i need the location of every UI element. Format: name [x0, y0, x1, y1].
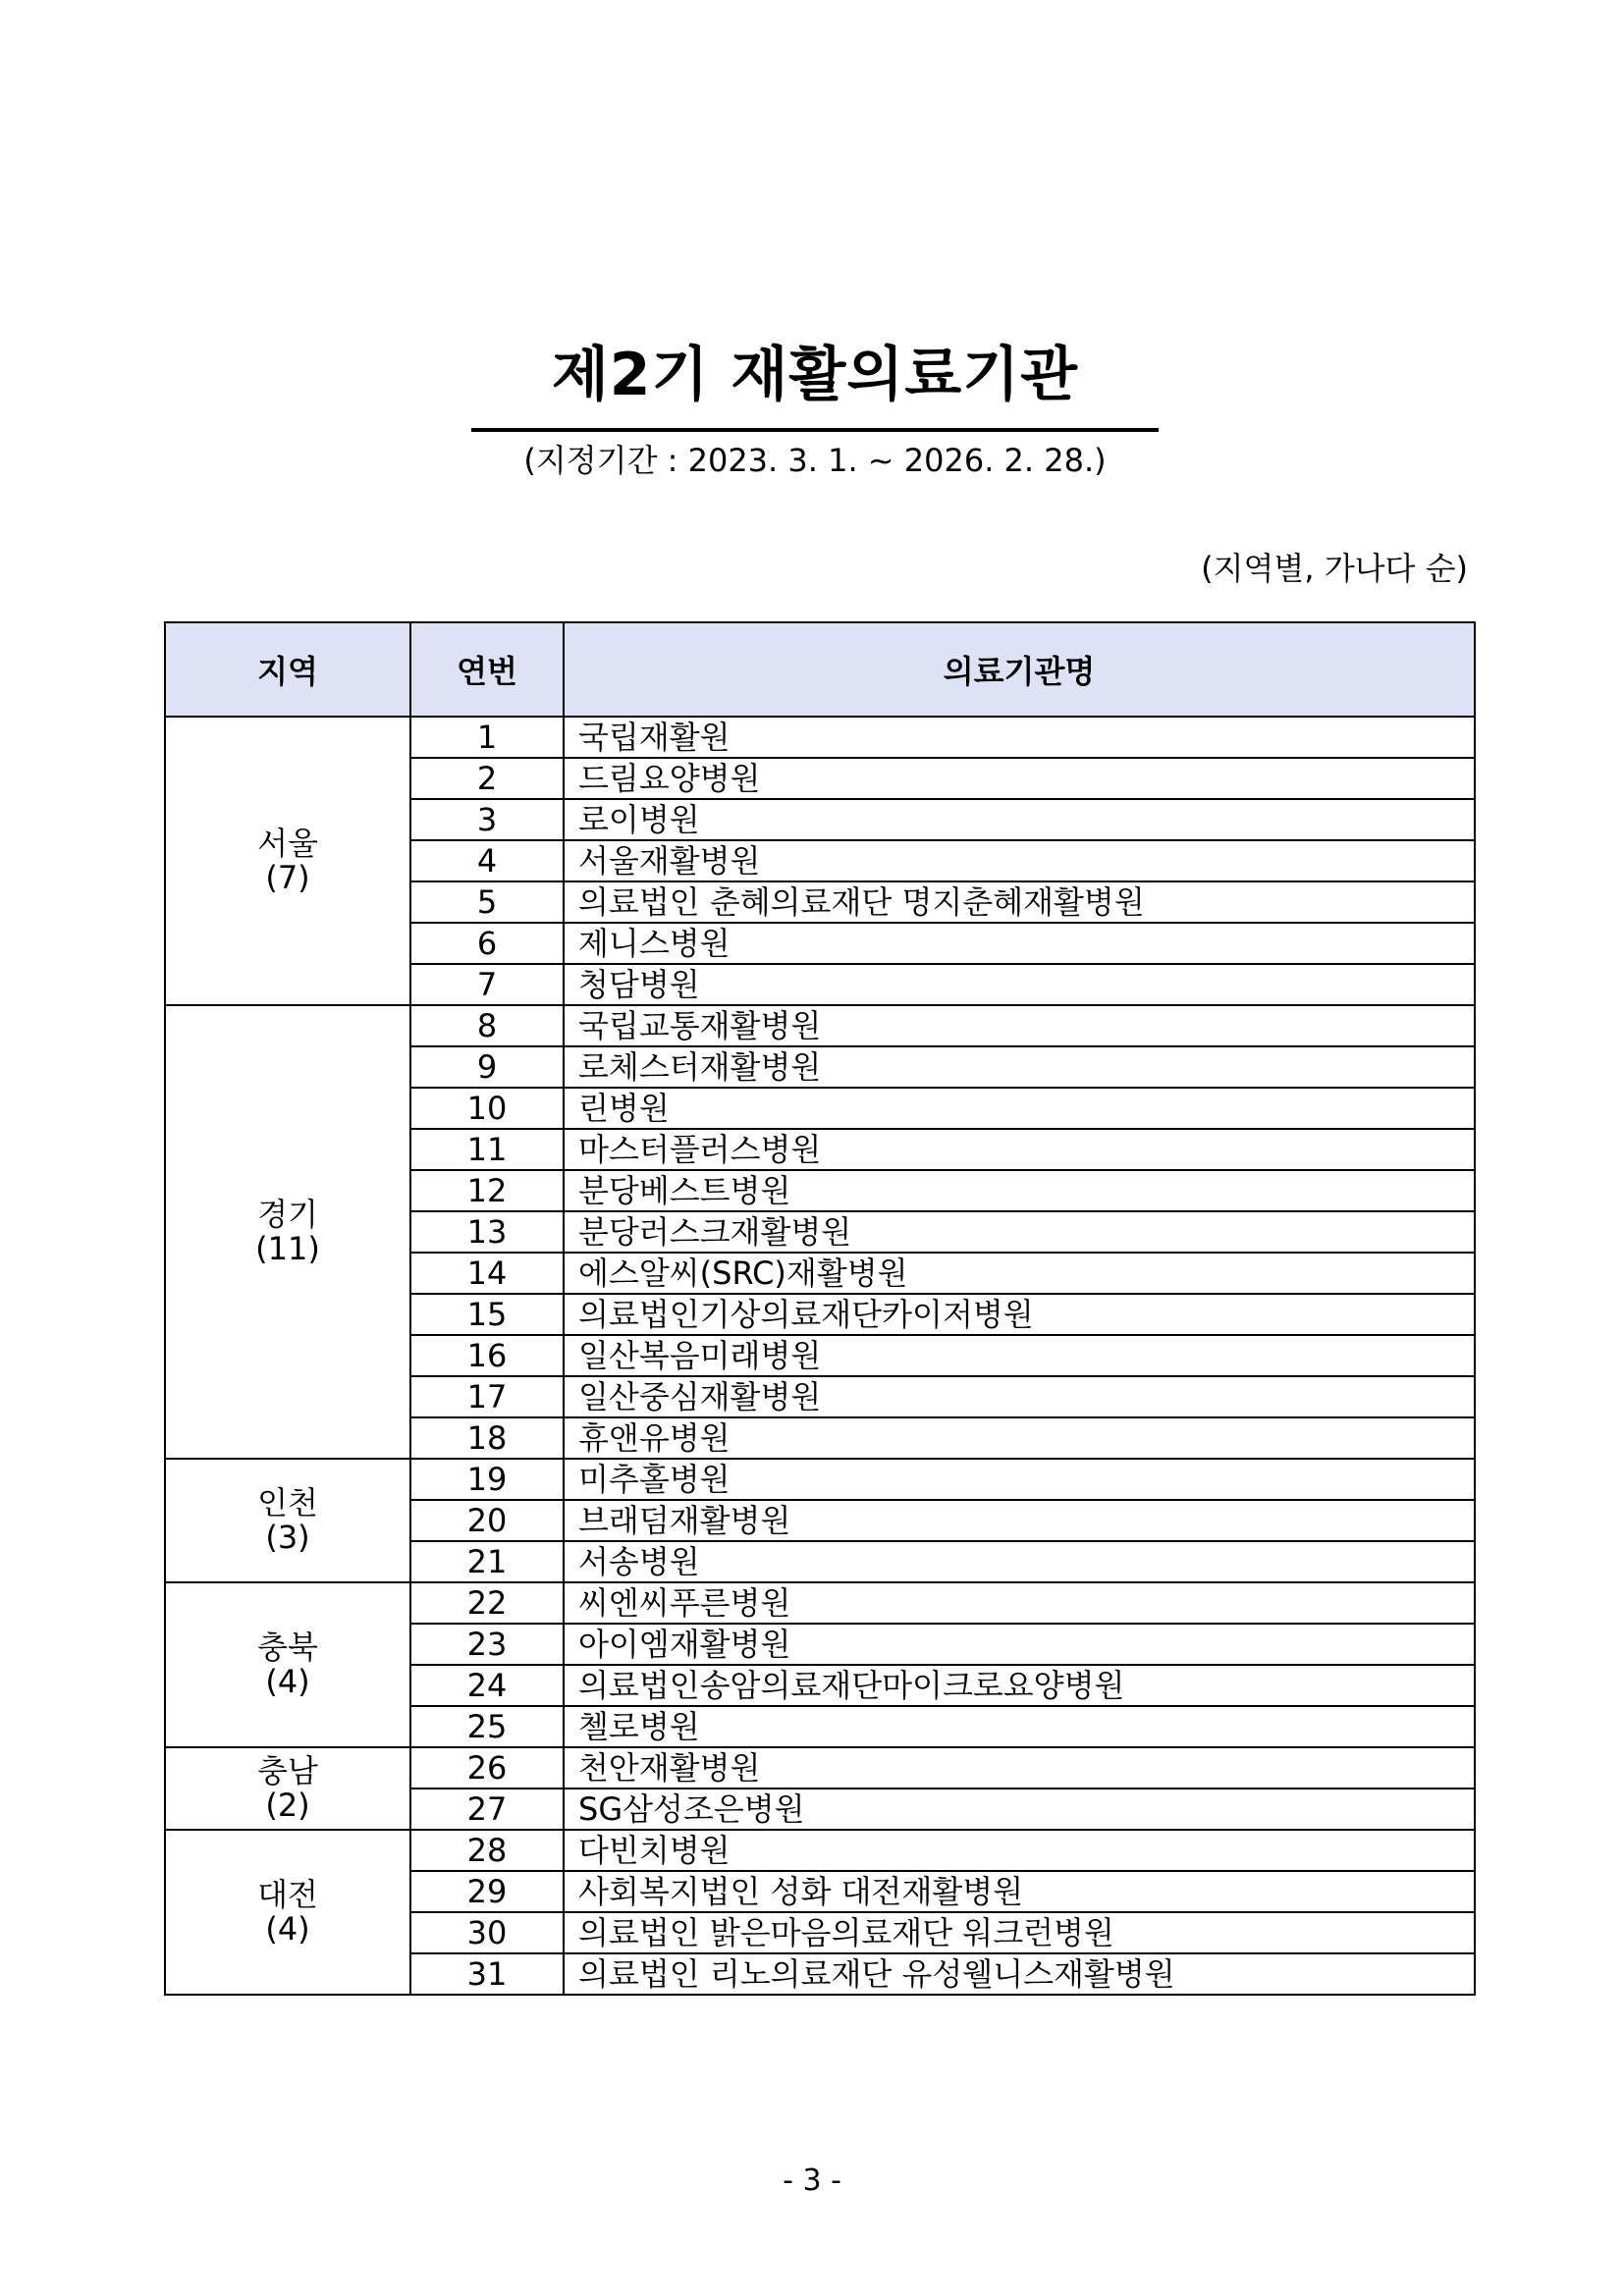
institution-name: 사회복지법인 성화 대전재활병원 — [564, 1871, 1475, 1912]
institution-name: 에스알씨(SRC)재활병원 — [564, 1253, 1475, 1294]
institution-name: 첼로병원 — [564, 1706, 1475, 1747]
hospital-table — [164, 621, 1476, 1996]
row-number: 26 — [410, 1747, 564, 1789]
row-number: 14 — [410, 1253, 564, 1294]
page-title: 제2기 재활의료기관 — [551, 341, 1079, 409]
institution-name: 미추홀병원 — [564, 1459, 1475, 1500]
row-number: 24 — [410, 1665, 564, 1706]
institution-name: 씨엔씨푸른병원 — [564, 1582, 1475, 1624]
region-count: (4) — [265, 1663, 310, 1700]
region-cell — [165, 1582, 410, 1747]
institution-name: 일산중심재활병원 — [564, 1376, 1475, 1417]
region-name: 충남 — [257, 1751, 318, 1789]
region-name: 충북 — [257, 1628, 318, 1666]
region-count: (3) — [265, 1519, 310, 1556]
institution-name: 의료법인 밝은마음의료재단 워크런병원 — [564, 1912, 1475, 1953]
institution-name: 천안재활병원 — [564, 1747, 1475, 1789]
table-row — [165, 1830, 1475, 1871]
institution-name: 린병원 — [564, 1088, 1475, 1129]
row-number: 13 — [410, 1211, 564, 1253]
table-row — [165, 1459, 1475, 1500]
institution-name: 로이병원 — [564, 799, 1475, 840]
row-number: 29 — [410, 1871, 564, 1912]
institution-name: 분당베스트병원 — [564, 1170, 1475, 1211]
table-row — [165, 1747, 1475, 1789]
region-name: 경기 — [257, 1195, 318, 1233]
table-row — [165, 1582, 1475, 1624]
region-name: 서울 — [257, 824, 318, 862]
header-number: 연번 — [410, 622, 564, 717]
region-name: 인천 — [257, 1483, 318, 1522]
region-cell — [165, 1747, 410, 1830]
institution-name: 분당러스크재활병원 — [564, 1211, 1475, 1253]
row-number: 19 — [410, 1459, 564, 1500]
row-number: 5 — [410, 881, 564, 923]
row-number: 28 — [410, 1830, 564, 1871]
title-underline — [471, 428, 1159, 432]
row-number: 30 — [410, 1912, 564, 1953]
header-region: 지역 — [165, 622, 410, 717]
row-number: 31 — [410, 1953, 564, 1995]
row-number: 10 — [410, 1088, 564, 1129]
row-number: 27 — [410, 1789, 564, 1830]
row-number: 1 — [410, 717, 564, 758]
row-number: 11 — [410, 1129, 564, 1170]
institution-name: 다빈치병원 — [564, 1830, 1475, 1871]
institution-name: 의료법인 춘혜의료재단 명지춘혜재활병원 — [564, 881, 1475, 923]
region-count: (7) — [265, 859, 310, 896]
sort-note: (지역별, 가나다 순) — [1201, 550, 1468, 587]
institution-name: 서울재활병원 — [564, 840, 1475, 881]
table-row — [165, 717, 1475, 758]
row-number: 21 — [410, 1541, 564, 1582]
institution-name: 로체스터재활병원 — [564, 1046, 1475, 1088]
institution-name: 마스터플러스병원 — [564, 1129, 1475, 1170]
region-count: (2) — [265, 1787, 310, 1824]
row-number: 4 — [410, 840, 564, 881]
institution-name: 아이엠재활병원 — [564, 1624, 1475, 1665]
row-number: 23 — [410, 1624, 564, 1665]
row-number: 15 — [410, 1294, 564, 1335]
row-number: 6 — [410, 923, 564, 964]
institution-name: 의료법인기상의료재단카이저병원 — [564, 1294, 1475, 1335]
institution-name: 제니스병원 — [564, 923, 1475, 964]
row-number: 2 — [410, 758, 564, 799]
table-body — [165, 717, 1475, 1995]
row-number: 17 — [410, 1376, 564, 1417]
designation-period: (지정기간 : 2023. 3. 1. ~ 2026. 2. 28.) — [523, 442, 1107, 479]
institution-name: SG삼성조은병원 — [564, 1789, 1475, 1830]
row-number: 22 — [410, 1582, 564, 1624]
table-header-row — [165, 622, 1475, 717]
row-number: 16 — [410, 1335, 564, 1376]
row-number: 8 — [410, 1005, 564, 1046]
row-number: 3 — [410, 799, 564, 840]
row-number: 18 — [410, 1417, 564, 1459]
institution-name: 브래덤재활병원 — [564, 1500, 1475, 1541]
institution-name: 의료법인송암의료재단마이크로요양병원 — [564, 1665, 1475, 1706]
region-cell — [165, 717, 410, 1005]
region-cell — [165, 1459, 410, 1582]
institution-name: 일산복음미래병원 — [564, 1335, 1475, 1376]
row-number: 9 — [410, 1046, 564, 1088]
institution-name: 휴앤유병원 — [564, 1417, 1475, 1459]
institution-name: 의료법인 리노의료재단 유성웰니스재활병원 — [564, 1953, 1475, 1995]
institution-name: 청담병원 — [564, 964, 1475, 1005]
institution-name: 서송병원 — [564, 1541, 1475, 1582]
table-row — [165, 1005, 1475, 1046]
region-count: (11) — [255, 1230, 320, 1267]
region-name: 대전 — [257, 1875, 318, 1913]
row-number: 20 — [410, 1500, 564, 1541]
institution-name: 국립교통재활병원 — [564, 1005, 1475, 1046]
institution-name: 드림요양병원 — [564, 758, 1475, 799]
institution-name: 국립재활원 — [564, 717, 1475, 758]
row-number: 12 — [410, 1170, 564, 1211]
page-number: - 3 - — [783, 2163, 841, 2198]
row-number: 25 — [410, 1706, 564, 1747]
header-institution-name: 의료기관명 — [564, 622, 1475, 717]
row-number: 7 — [410, 964, 564, 1005]
region-cell — [165, 1830, 410, 1995]
region-cell — [165, 1005, 410, 1459]
region-count: (4) — [265, 1910, 310, 1948]
